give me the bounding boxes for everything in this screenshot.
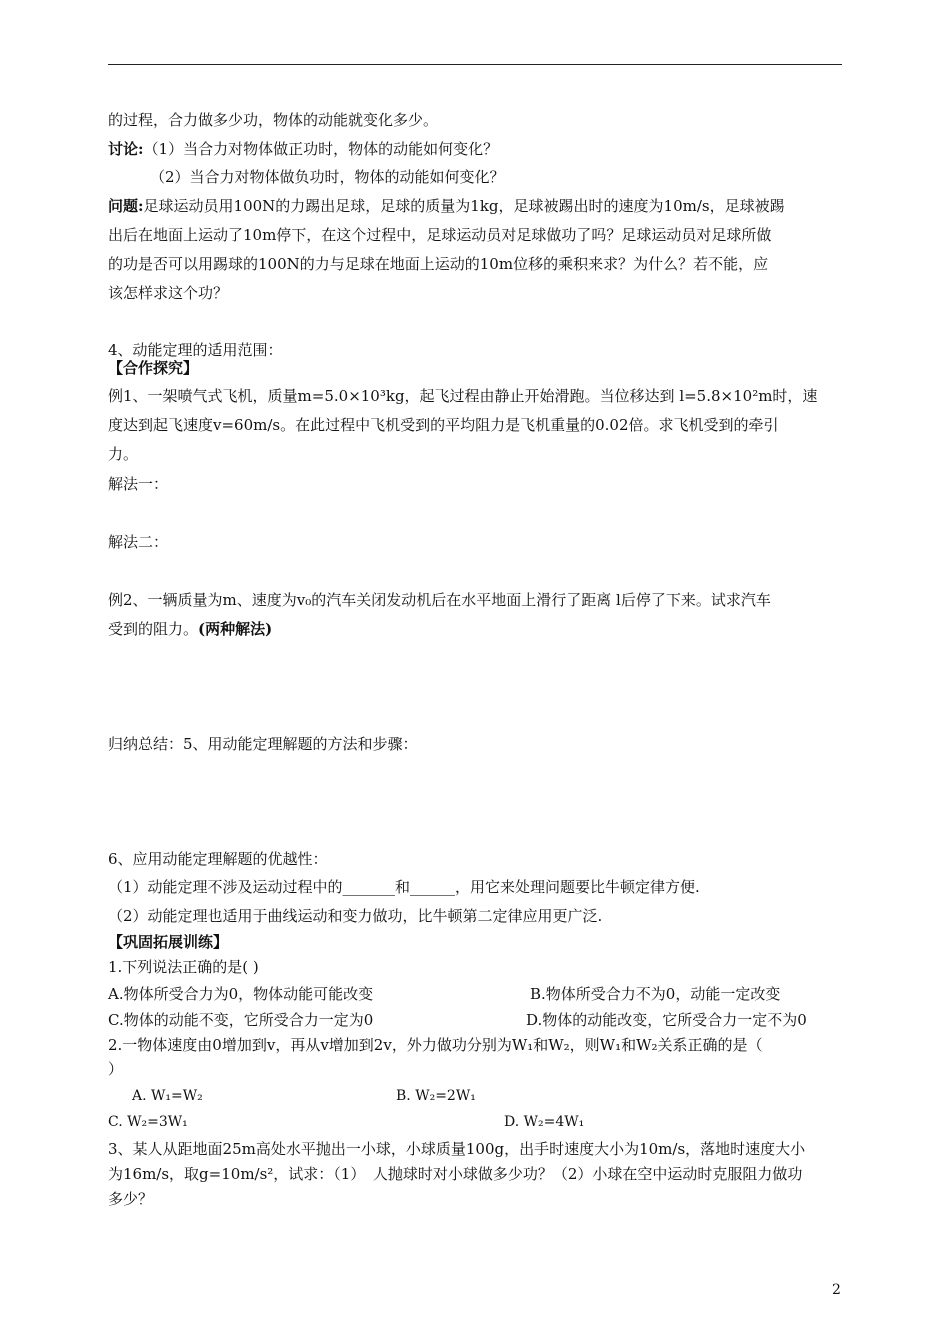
consolidation-training-heading: 【巩固拓展训练】 [108, 933, 229, 951]
two-methods-note: (两种解法) [198, 620, 273, 638]
header-rule [108, 64, 842, 65]
section-6-heading: 6、应用动能定理解题的优越性： [108, 850, 328, 868]
summary-heading: 归纳总结：5、用动能定理解题的方法和步骤： [108, 735, 418, 753]
example-1-line-1: 例1、一架喷气式飞机，质量m=5.0×10³kg，起飞过程由静止开始滑跑。当位移达到 l=5.8×10²m时，速 [108, 387, 818, 405]
example-1-line-3: 力。 [108, 445, 139, 463]
solution-method-2: 解法二： [108, 533, 169, 551]
example-2-line-2 [108, 618, 272, 640]
question-1-option-b: B.物体所受合力不为0，动能一定改变 [530, 985, 781, 1003]
question-2-stem: 2.一物体速度由0增加到v，再从v增加到2v，外力做功分别为W₁和W₂，则W₁和W₂关系正确的是（ [108, 1036, 763, 1054]
question-2-option-b: B. W₂=2W₁ [396, 1088, 476, 1104]
discussion-label: 讨论: [108, 140, 144, 158]
discussion-item-1: （1）当合力对物体做正功时，物体的动能如何变化？ [143, 140, 499, 158]
cooperative-inquiry-heading: 【合作探究】 [108, 359, 199, 377]
question-line-1 [108, 195, 785, 217]
question-3-line-3: 多少？ [108, 1190, 154, 1208]
question-3-line-1: 3、某人从距地面25m高处水平抛出一小球，小球质量100g，出手时速度大小为10m/s，落地时速度大小 [108, 1140, 806, 1158]
discussion-item-2: （2）当合力对物体做负功时，物体的动能如何变化？ [150, 168, 505, 186]
advantage-1: （1）动能定理不涉及运动过程中的_______和______，用它来处理问题要比牛顿定律方便. [108, 878, 700, 896]
paragraph-line: 的过程，合力做多少功，物体的动能就变化多少。 [108, 111, 439, 129]
solution-method-1: 解法一： [108, 475, 169, 493]
question-1-option-d: D.物体的动能改变，它所受合力一定不为0 [526, 1011, 807, 1029]
discussion-line-1 [108, 138, 498, 160]
question-1-stem: 1.下列说法正确的是( ) [108, 958, 259, 976]
question-2-option-a: A. W₁=W₂ [132, 1088, 203, 1104]
question-text-4: 该怎样求这个功？ [108, 284, 229, 302]
question-text-1: 足球运动员用100N的力踢出足球，足球的质量为1kg，足球被踢出时的速度为10m/s，足球被踢 [143, 197, 785, 215]
question-3-line-2: 为16m/s，取g=10m/s²，试求：（1） 人抛球时对小球做多少功？（2）小球在空中运动时克服阻力做功 [108, 1165, 803, 1183]
example-2-text: 受到的阻力。 [108, 620, 199, 638]
question-2-option-d: D. W₂=4W₁ [504, 1114, 585, 1130]
question-text-2: 出后在地面上运动了10m停下，在这个过程中，足球运动员对足球做功了吗？足球运动员对足球所做 [108, 226, 772, 244]
question-text-3: 的功是否可以用踢球的100N的力与足球在地面上运动的10m位移的乘积来求？为什么？若不能，应 [108, 255, 769, 273]
section-4-heading: 4、动能定理的适用范围： [108, 341, 283, 359]
page-number: 2 [832, 1282, 841, 1298]
question-label: 问题: [108, 197, 144, 215]
question-2-stem-end: ） [108, 1060, 124, 1078]
question-2-option-c: C. W₂=3W₁ [108, 1114, 188, 1130]
example-2-line-1: 例2、一辆质量为m、速度为v₀的汽车关闭发动机后在水平地面上滑行了距离 l后停了下来。试求汽车 [108, 591, 771, 609]
example-1-line-2: 度达到起飞速度v=60m/s。在此过程中飞机受到的平均阻力是飞机重量的0.02倍。求飞机受到的牵引 [108, 416, 779, 434]
question-1-option-a: A.物体所受合力为0，物体动能可能改变 [108, 985, 374, 1003]
advantage-2: （2）动能定理也适用于曲线运动和变力做功，比牛顿第二定律应用更广泛. [108, 907, 603, 925]
question-1-option-c: C.物体的动能不变，它所受合力一定为0 [108, 1011, 374, 1029]
